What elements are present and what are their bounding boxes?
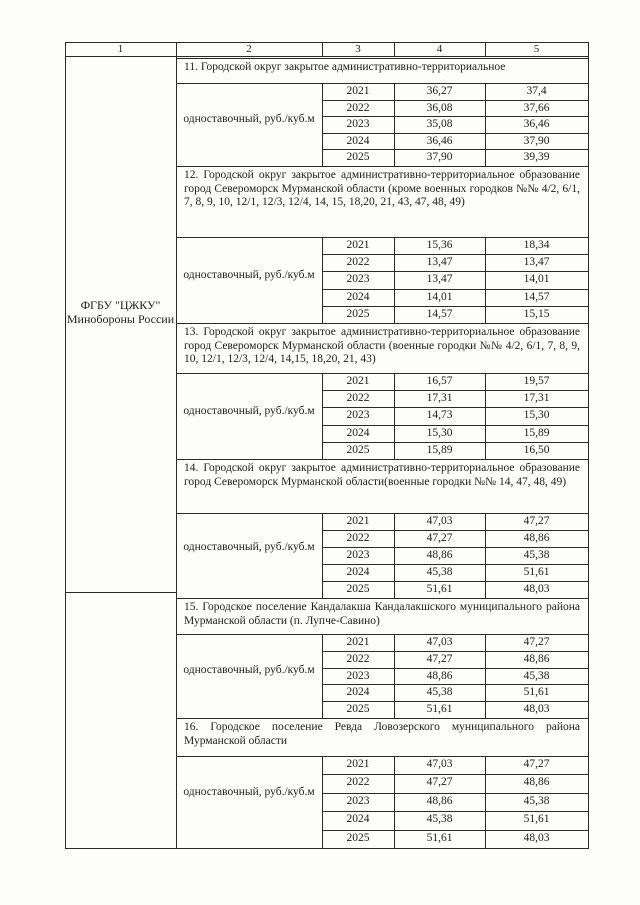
- year-cell: 2024: [346, 291, 370, 303]
- year-cell: 2025: [346, 703, 370, 715]
- tariff-value-2: 51,61: [523, 686, 550, 698]
- tariff-value-2: 15,15: [523, 308, 550, 320]
- table-rule: [322, 149, 589, 150]
- table-rule: [65, 592, 177, 593]
- tariff-value-2: 37,90: [523, 135, 550, 147]
- tariff-value-1: 45,38: [426, 566, 453, 578]
- table-rule: [322, 774, 589, 775]
- tariff-value-2: 18,34: [523, 239, 550, 251]
- table-rule: [322, 811, 589, 812]
- table-rule: [322, 442, 589, 443]
- table-rule: [176, 718, 589, 719]
- table-rule: [322, 289, 589, 290]
- year-cell: 2022: [346, 653, 370, 665]
- table-rule: [176, 323, 589, 324]
- table-rule: [322, 684, 589, 685]
- organization-name: ФГБУ "ЦЖКУ" Минобороны России: [66, 298, 175, 326]
- year-cell: 2022: [346, 776, 370, 788]
- table-rule: [176, 598, 589, 599]
- table-rule: [322, 668, 589, 669]
- unit-label: одноставочный, руб./куб.м: [183, 405, 315, 417]
- year-cell: 2024: [346, 566, 370, 578]
- tariff-value-2: 48,86: [523, 653, 550, 665]
- tariff-value-1: 15,36: [426, 239, 453, 251]
- tariff-value-1: 14,57: [426, 308, 453, 320]
- tariff-value-1: 13,47: [426, 273, 453, 285]
- year-cell: 2022: [346, 392, 370, 404]
- tariff-value-2: 14,57: [523, 291, 550, 303]
- table-rule: [322, 254, 589, 255]
- table-rule: [176, 756, 589, 757]
- year-cell: 2021: [346, 636, 370, 648]
- tariff-value-2: 37,4: [526, 85, 547, 97]
- year-cell: 2024: [346, 686, 370, 698]
- year-cell: 2025: [346, 583, 370, 595]
- unit-label: одноставочный, руб./куб.м: [183, 269, 315, 281]
- tariff-value-1: 48,86: [426, 549, 453, 561]
- tariff-value-1: 45,38: [426, 813, 453, 825]
- unit-label: одноставочный, руб./куб.м: [183, 541, 315, 553]
- tariff-value-2: 48,86: [523, 532, 550, 544]
- year-cell: 2024: [346, 135, 370, 147]
- year-cell: 2025: [346, 308, 370, 320]
- year-cell: 2021: [346, 375, 370, 387]
- tariff-value-1: 47,03: [426, 636, 453, 648]
- year-cell: 2021: [346, 239, 370, 251]
- tariff-value-2: 45,38: [523, 670, 550, 682]
- year-cell: 2021: [346, 758, 370, 770]
- tariff-value-2: 45,38: [523, 795, 550, 807]
- header-cell-c4: 4: [436, 43, 443, 55]
- tariff-value-2: 14,01: [523, 273, 550, 285]
- year-cell: 2025: [346, 151, 370, 163]
- tariff-value-2: 36,46: [523, 118, 550, 130]
- tariff-value-1: 36,08: [426, 102, 453, 114]
- table-rule: [176, 83, 589, 84]
- tariff-value-1: 15,89: [426, 444, 453, 456]
- tariff-value-2: 47,27: [523, 758, 550, 770]
- section-title: 13. Городской округ закрытое административно-территориальное образование город Североморск Мурманской области (военные городки №№ 4/2, 6/1, 7, 8, 9, 10, 12/1, 12/3, 12/4, 14,15, 18,20, 21, 43): [184, 326, 580, 365]
- tariff-value-2: 45,38: [523, 549, 550, 561]
- tariff-value-2: 48,03: [523, 583, 550, 595]
- tariff-value-1: 48,86: [426, 670, 453, 682]
- tariff-value-2: 48,03: [523, 703, 550, 715]
- year-cell: 2025: [346, 444, 370, 456]
- section-title: 15. Городское поселение Кандалакша Кандалакшского муниципального района Мурманской области (п. Лупче-Савино): [184, 601, 580, 627]
- year-cell: 2024: [346, 427, 370, 439]
- tariff-value-2: 48,03: [523, 832, 550, 844]
- section-title: 14. Городской округ закрытое административно-территориальное образование город Североморск Мурманской области(военные городки №№ 14, 47, 48, 49): [184, 462, 580, 488]
- table-rule: [65, 42, 66, 849]
- table-rule: [322, 564, 589, 565]
- tariff-value-1: 14,01: [426, 291, 453, 303]
- table-rule: [322, 830, 589, 831]
- tariff-value-1: 47,27: [426, 776, 453, 788]
- unit-label: одноставочный, руб./куб.м: [183, 786, 315, 798]
- tariff-value-2: 51,61: [523, 813, 550, 825]
- table-rule: [176, 634, 589, 635]
- table-rule: [322, 42, 323, 57]
- tariff-value-1: 37,90: [426, 151, 453, 163]
- header-cell-c2: 2: [246, 43, 252, 55]
- year-cell: 2023: [346, 273, 370, 285]
- tariff-value-2: 17,31: [523, 392, 550, 404]
- tariff-value-1: 16,57: [426, 375, 453, 387]
- tariff-value-1: 13,47: [426, 256, 453, 268]
- table-rule: [176, 237, 589, 238]
- tariff-value-1: 47,03: [426, 758, 453, 770]
- table-rule: [322, 100, 589, 101]
- table-rule: [322, 390, 589, 391]
- header-cell-c1: 1: [117, 43, 124, 55]
- table-rule: [176, 513, 589, 514]
- tariff-value-2: 47,27: [523, 636, 550, 648]
- table-rule: [176, 166, 589, 167]
- tariff-value-1: 45,38: [426, 686, 453, 698]
- year-cell: 2023: [346, 549, 370, 561]
- year-cell: 2022: [346, 102, 370, 114]
- tariff-value-1: 36,27: [426, 85, 453, 97]
- year-cell: 2023: [346, 670, 370, 682]
- table-rule: [322, 581, 589, 582]
- table-rule: [322, 133, 589, 134]
- tariff-value-1: 14,73: [426, 409, 453, 421]
- table-rule: [65, 848, 589, 849]
- tariff-value-1: 51,61: [426, 832, 453, 844]
- table-rule: [322, 793, 589, 794]
- unit-label: одноставочный, руб./куб.м: [183, 113, 315, 125]
- tariff-value-2: 37,66: [523, 102, 550, 114]
- tariff-value-1: 48,86: [426, 795, 453, 807]
- table-rule: [322, 530, 589, 531]
- tariff-value-1: 51,61: [426, 703, 453, 715]
- header-cell-c3: 3: [355, 43, 361, 55]
- tariff-value-1: 15,30: [426, 427, 453, 439]
- tariff-value-2: 13,47: [523, 256, 550, 268]
- year-cell: 2025: [346, 832, 370, 844]
- year-cell: 2021: [346, 85, 370, 97]
- table-rule: [322, 651, 589, 652]
- table-rule: [322, 306, 589, 307]
- section-title: 11. Городской округ закрытое административно-территориальное: [184, 61, 506, 73]
- table-rule: [485, 42, 486, 57]
- section-title: 16. Городское поселение Ревда Ловозерского муниципального района Мурманской области: [184, 721, 580, 747]
- table-rule: [65, 56, 589, 57]
- table-rule: [176, 58, 589, 59]
- table-rule: [394, 42, 395, 57]
- year-cell: 2023: [346, 795, 370, 807]
- tariff-value-2: 48,86: [523, 776, 550, 788]
- table-rule: [322, 425, 589, 426]
- table-rule: [322, 116, 589, 117]
- tariff-value-2: 19,57: [523, 375, 550, 387]
- tariff-value-1: 17,31: [426, 392, 453, 404]
- table-rule: [588, 42, 589, 849]
- table-rule: [176, 459, 589, 460]
- table-rule: [322, 701, 589, 702]
- header-cell-c5: 5: [533, 43, 540, 55]
- year-cell: 2021: [346, 515, 370, 527]
- table-rule: [176, 373, 589, 374]
- year-cell: 2023: [346, 118, 370, 130]
- year-cell: 2022: [346, 256, 370, 268]
- year-cell: 2024: [346, 813, 370, 825]
- table-rule: [322, 407, 589, 408]
- tariff-value-1: 47,27: [426, 653, 453, 665]
- year-cell: 2023: [346, 409, 370, 421]
- tariff-value-1: 47,27: [426, 532, 453, 544]
- year-cell: 2022: [346, 532, 370, 544]
- tariff-value-2: 51,61: [523, 566, 550, 578]
- tariff-value-1: 36,46: [426, 135, 453, 147]
- tariff-value-2: 15,30: [523, 409, 550, 421]
- tariff-value-1: 51,61: [426, 583, 453, 595]
- tariff-value-1: 47,03: [426, 515, 453, 527]
- section-title: 12. Городской округ закрытое административно-территориальное образование город Североморск Мурманской области (кроме военных городков №№ 4/2, 6/1, 7, 8, 9, 10, 12/1, 12/3, 12/4, 14, 15, 18,20, 21, 43, 47, 48, 49): [184, 169, 580, 208]
- tariff-value-2: 15,89: [523, 427, 550, 439]
- tariff-value-2: 39,39: [523, 151, 550, 163]
- table-rule: [322, 547, 589, 548]
- unit-label: одноставочный, руб./куб.м: [183, 664, 315, 676]
- tariff-value-2: 47,27: [523, 515, 550, 527]
- table-rule: [322, 271, 589, 272]
- tariff-value-1: 35,08: [426, 118, 453, 130]
- tariff-value-2: 16,50: [523, 444, 550, 456]
- table-rule: [176, 42, 177, 849]
